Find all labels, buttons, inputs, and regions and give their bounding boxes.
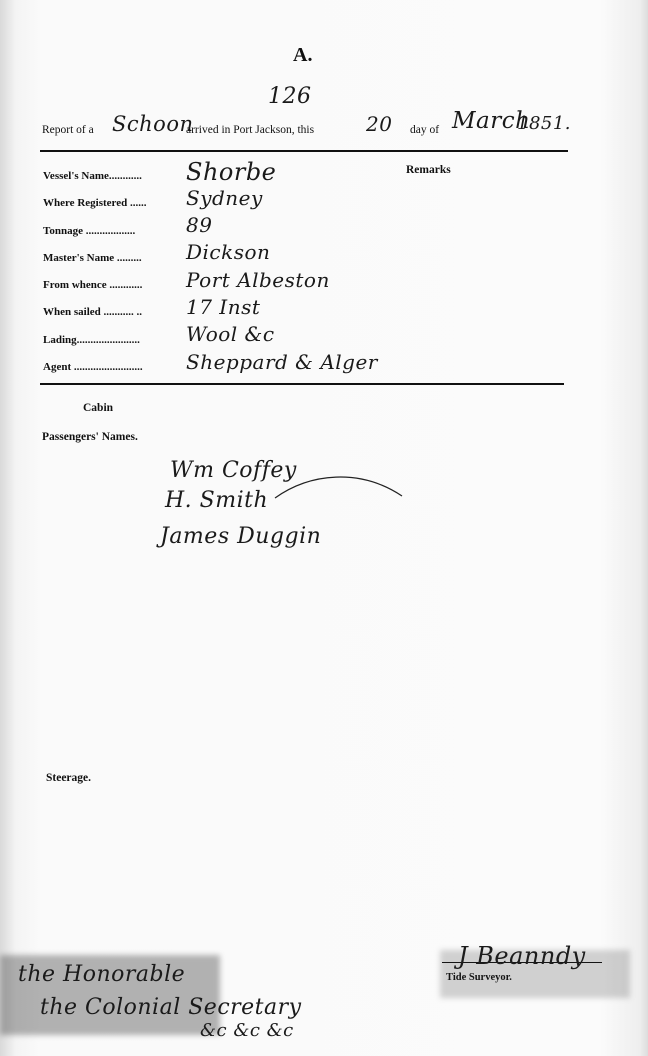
report-middle: arrived in Port Jackson, this [186, 124, 315, 136]
masters-name-label: Master's Name ......... [43, 252, 142, 264]
day-label: day of [410, 124, 440, 136]
where-registered-value: Sydney [186, 186, 263, 210]
address-line-1: the Honorable [18, 962, 186, 987]
fields-bottom-rule [40, 383, 564, 385]
agent-value: Sheppard & Alger [186, 350, 378, 374]
passengers-label: Passengers' Names. [42, 431, 138, 443]
when-sailed-value: 17 Inst [186, 295, 261, 319]
masters-name-value: Dickson [186, 240, 271, 264]
from-whence-label: From whence ............ [43, 279, 143, 291]
tonnage-label: Tonnage .................. [43, 225, 136, 237]
report-prefix: Report of a [42, 124, 94, 136]
passenger-name: Wm Coffey [170, 458, 297, 483]
top-rule [40, 150, 568, 152]
scan-shadow [440, 950, 630, 998]
passenger-name: H. Smith [165, 488, 269, 513]
vessel-name-label: Vessel's Name............ [43, 170, 142, 182]
where-registered-label: Where Registered ...... [43, 197, 147, 209]
from-whence-value: Port Albeston [186, 268, 330, 292]
vessel-type-value: Schoon [112, 112, 194, 136]
tonnage-value: 89 [186, 213, 213, 237]
month-value: March [452, 108, 531, 134]
lading-label: Lading....................... [43, 334, 140, 346]
cabin-label: Cabin [83, 402, 114, 414]
passenger-flourish [270, 468, 410, 508]
when-sailed-label: When sailed ........... .. [43, 306, 143, 318]
address-line-3: &c &c &c [200, 1020, 294, 1041]
address-line-2: the Colonial Secretary [40, 995, 302, 1020]
form-letter: A. [293, 44, 313, 66]
tide-surveyor-label: Tide Surveyor. [446, 972, 512, 983]
lading-value: Wool &c [186, 322, 275, 346]
report-number: 126 [268, 84, 312, 109]
remarks-label: Remarks [406, 164, 451, 176]
day-value: 20 [366, 112, 393, 136]
passenger-name: James Duggin [160, 524, 322, 549]
agent-label: Agent ......................... [43, 361, 143, 373]
surveyor-signature: J Beanndy [458, 942, 586, 970]
steerage-label: Steerage. [46, 772, 92, 784]
year-value: 1851. [517, 113, 572, 134]
vessel-name-value: Shorbe [186, 158, 277, 186]
